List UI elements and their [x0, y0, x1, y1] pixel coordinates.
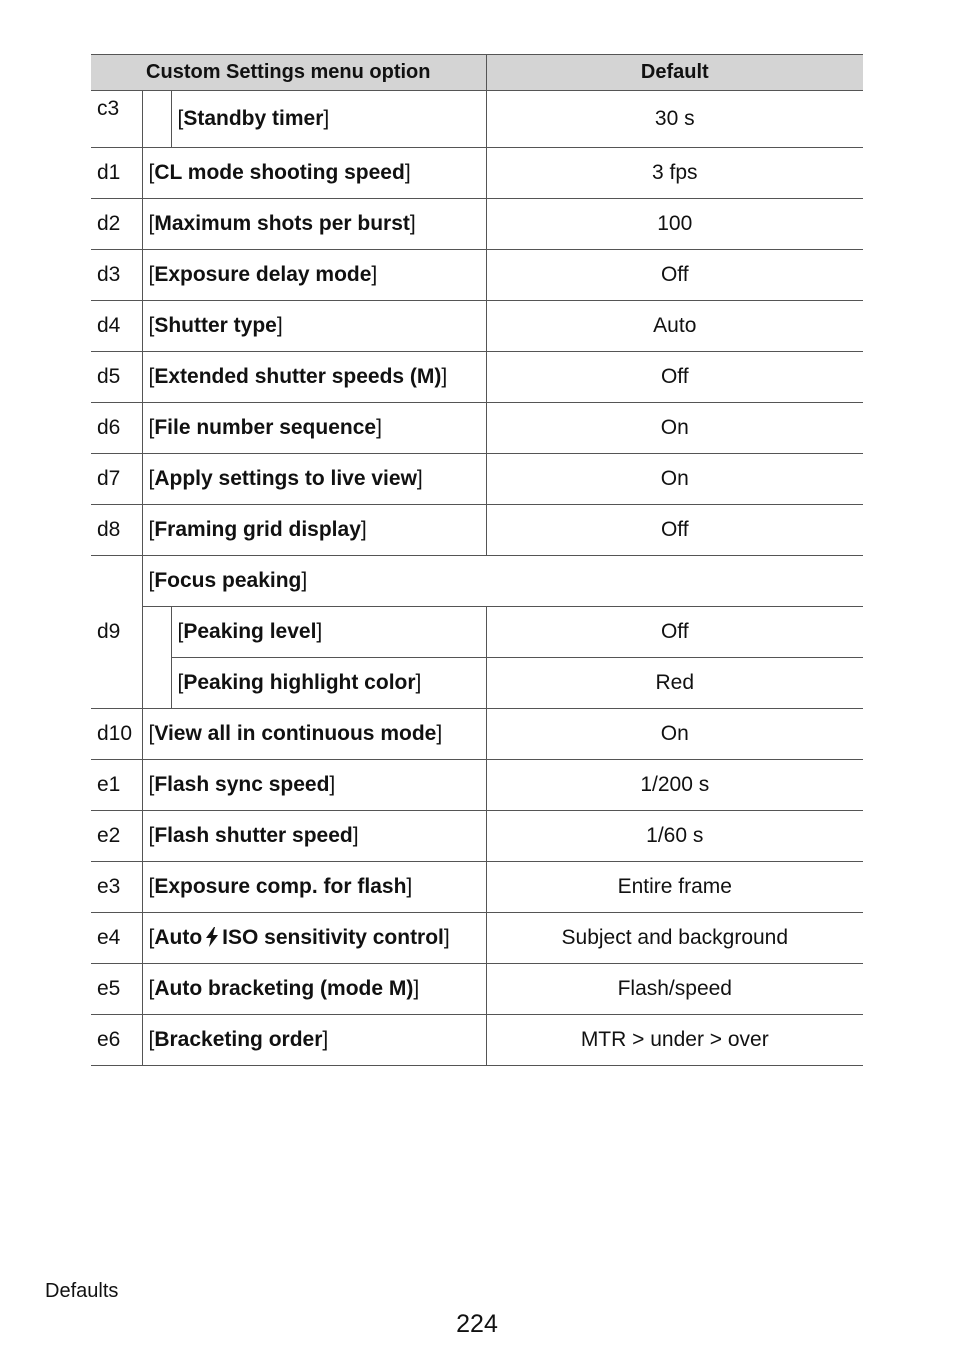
defaults-table	[91, 54, 863, 1066]
row-name: [Exposure delay mode]	[142, 250, 486, 301]
table-row	[91, 913, 863, 964]
table-row	[91, 811, 863, 862]
table-row	[91, 454, 863, 505]
table-header-row	[91, 55, 863, 91]
row-default: Off	[486, 505, 863, 556]
row-name: [Apply settings to live view]	[142, 454, 486, 505]
flash-icon	[205, 927, 219, 947]
header-default: Default	[486, 55, 863, 91]
row-name: [CL mode shooting speed]	[142, 148, 486, 199]
row-code: d4	[91, 301, 142, 352]
row-code: d8	[91, 505, 142, 556]
row-name: [Extended shutter speeds (M)]	[142, 352, 486, 403]
row-default: Auto	[486, 301, 863, 352]
row-code: d2	[91, 199, 142, 250]
table-row	[91, 709, 863, 760]
table-row	[91, 403, 863, 454]
table-row	[91, 301, 863, 352]
row-default: On	[486, 454, 863, 505]
table-row	[91, 862, 863, 913]
indent-cell	[142, 607, 171, 709]
row-name: [Bracketing order]	[142, 1015, 486, 1066]
row-default: Subject and background	[486, 913, 863, 964]
row-name: [File number sequence]	[142, 403, 486, 454]
table-row	[91, 760, 863, 811]
row-code: e4	[91, 913, 142, 964]
row-default: Off	[486, 250, 863, 301]
table-row	[91, 658, 863, 709]
row-default: MTR > under > over	[486, 1015, 863, 1066]
row-code: e5	[91, 964, 142, 1015]
row-name: [Auto ISO sensitivity control]	[142, 913, 486, 964]
row-code: c3	[91, 91, 142, 148]
table-row	[91, 964, 863, 1015]
row-name: [Standby timer]	[171, 91, 486, 148]
row-default: Entire frame	[486, 862, 863, 913]
row-code: d7	[91, 454, 142, 505]
row-code: d1	[91, 148, 142, 199]
table-row	[91, 556, 863, 607]
page-number: 224	[456, 1310, 498, 1338]
row-code: d6	[91, 403, 142, 454]
row-name: [Shutter type]	[142, 301, 486, 352]
row-code: d3	[91, 250, 142, 301]
row-default: Flash/speed	[486, 964, 863, 1015]
row-code: e1	[91, 760, 142, 811]
row-code: e3	[91, 862, 142, 913]
row-name: [Exposure comp. for flash]	[142, 862, 486, 913]
row-default: On	[486, 403, 863, 454]
row-code: d9	[91, 556, 142, 709]
row-default: On	[486, 709, 863, 760]
table-row	[91, 148, 863, 199]
row-name: [Focus peaking]	[142, 556, 863, 607]
row-default: Off	[486, 607, 863, 658]
row-name: [Flash sync speed]	[142, 760, 486, 811]
row-default: 1/60 s	[486, 811, 863, 862]
row-default: Red	[486, 658, 863, 709]
row-name: [Auto bracketing (mode M)]	[142, 964, 486, 1015]
row-code: e2	[91, 811, 142, 862]
row-name: [View all in continuous mode]	[142, 709, 486, 760]
row-code: d5	[91, 352, 142, 403]
row-default: 100	[486, 199, 863, 250]
row-default: Off	[486, 352, 863, 403]
header-option: Custom Settings menu option	[91, 55, 486, 91]
section-label[interactable]: Defaults	[45, 1280, 119, 1302]
indent-cell	[142, 91, 171, 148]
row-name: [Maximum shots per burst]	[142, 199, 486, 250]
row-name: [Peaking level]	[171, 607, 486, 658]
table-row	[91, 352, 863, 403]
table-row	[91, 1015, 863, 1066]
table-row	[91, 250, 863, 301]
row-default: 1/200 s	[486, 760, 863, 811]
row-code: d10	[91, 709, 142, 760]
row-name: [Flash shutter speed]	[142, 811, 486, 862]
row-code: e6	[91, 1015, 142, 1066]
table-row	[91, 607, 863, 658]
row-name: [Framing grid display]	[142, 505, 486, 556]
row-default: 3 fps	[486, 148, 863, 199]
row-name: [Peaking highlight color]	[171, 658, 486, 709]
table-row	[91, 91, 863, 148]
row-default: 30 s	[486, 91, 863, 148]
table-row	[91, 199, 863, 250]
table-row	[91, 505, 863, 556]
